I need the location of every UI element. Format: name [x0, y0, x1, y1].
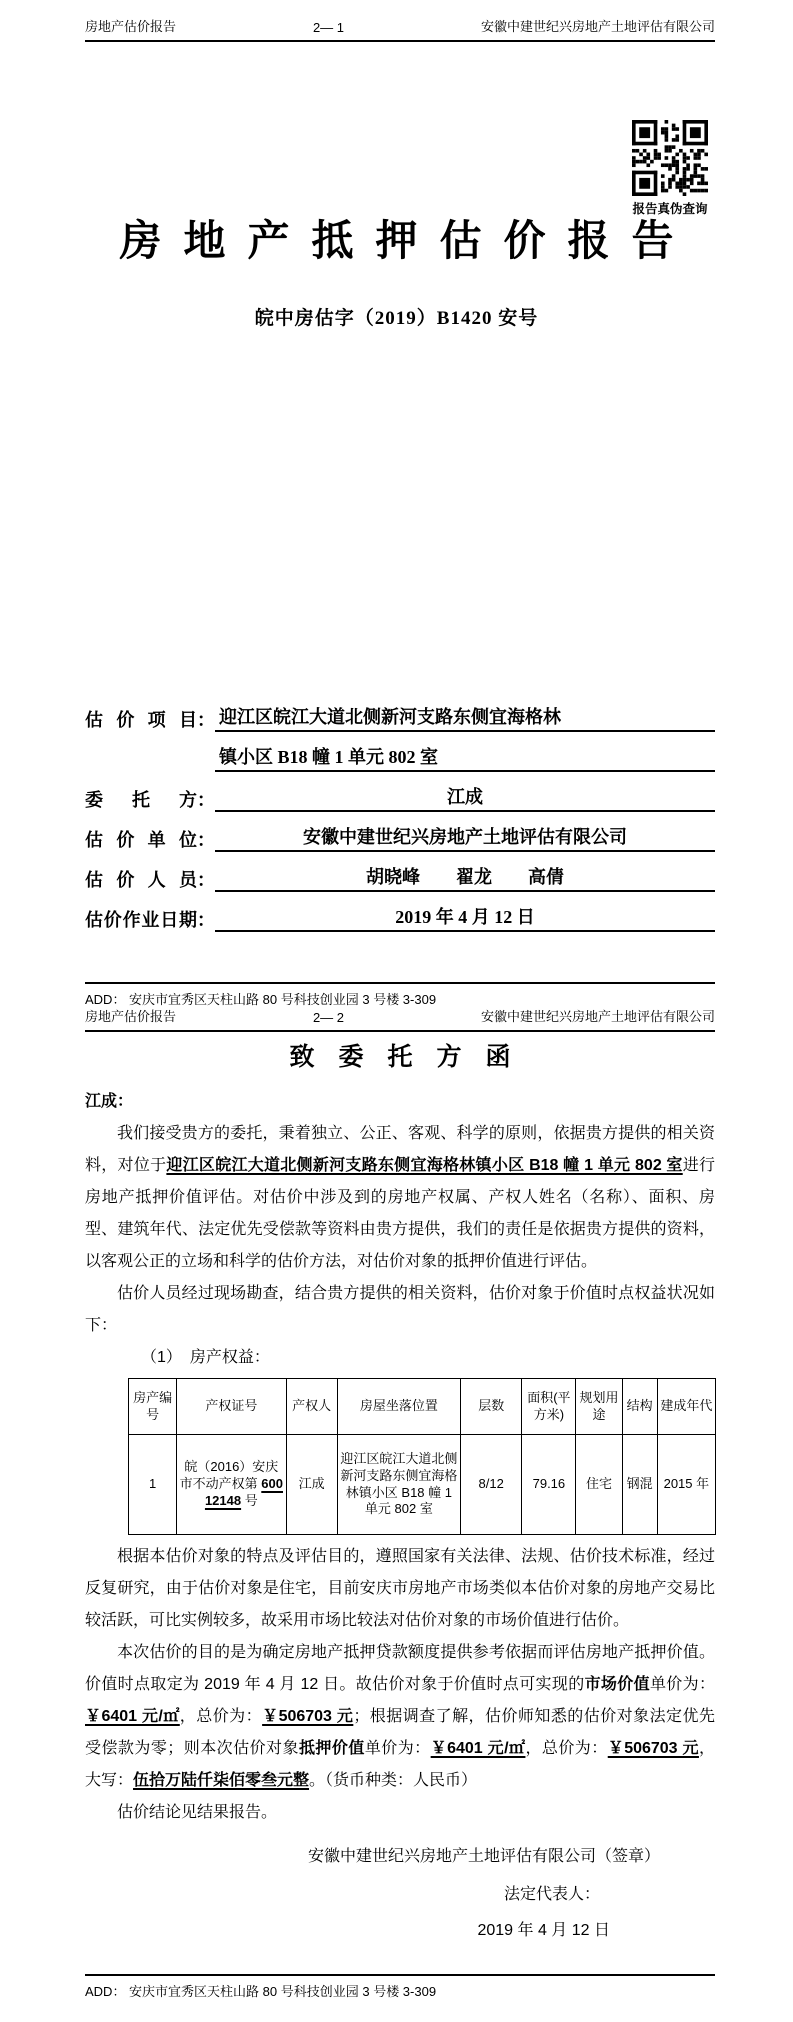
page2-footer [85, 1974, 715, 2000]
field-label-agency: 估价单位 [85, 830, 197, 850]
field-appraisers [85, 852, 715, 892]
th-year-built: 建成年代 [657, 1379, 715, 1435]
paragraph-inspection: 估价人员经过现场勘查，结合贵方提供的相关资料，估价对象于价值时点权益状况如下： [85, 1285, 715, 1334]
cell-property-no: 1 [129, 1435, 177, 1535]
table-header-row [129, 1379, 716, 1435]
page2-page-number: 2— 2 [312, 1010, 345, 1025]
report-title: 房地产抵押估价报告 [119, 219, 696, 265]
qr-caption: 报告真伪查询 [632, 202, 708, 216]
field-label-date: 估价作业日期 [85, 910, 197, 930]
field-value-date: 2019 年 4 月 12 日 [215, 906, 715, 933]
field-value-agency: 安徽中建世纪兴房地产土地评估有限公司 [215, 826, 715, 853]
field-value-project-line2: 镇小区 B18 幢 1 单元 802 室 [215, 746, 715, 773]
paragraph-method: 根据本估价对象的特点及评估目的，遵照国家有关法律、法规、估价技术标准，经过反复研究，由于估价对象是住宅，目前安庆市房地产市场类似本估价对象的房地产交易比较活跃，可比实例较多，故采用市场比较法对估价对象的市场价值进行估价。 [85, 1548, 715, 1629]
label-colon: ： [197, 790, 215, 810]
qr-code-icon [632, 120, 708, 196]
page1-page-number: 2— 1 [312, 20, 345, 35]
th-owner: 产权人 [286, 1379, 337, 1435]
paragraph-valuation: 本次估价的目的是为确定房地产抵押贷款额度提供参考依据而评估房地产抵押价值。价值时点取定为 2019 年 4 月 12 日。故估价对象于价值时点可实现的市场价值单价为：￥6401 元/㎡，总价为：￥506703 元；根据调查了解，估价师知悉的估价对象法定优先受偿款为零；则本次估价对象抵押价值单价为：￥6401 元/㎡，总价为：￥506703 元，大写：伍拾万陆仟柒佰零叁元整。（货币种类：人民币） [85, 1644, 715, 1789]
field-agency [85, 812, 715, 852]
page1-footer [85, 982, 715, 1008]
cell-owner: 江成 [286, 1435, 337, 1535]
th-certificate-no: 产权证号 [177, 1379, 286, 1435]
field-label-client: 委托方 [85, 790, 197, 810]
list-item-property-rights: （1） 房产权益： [141, 1349, 270, 1366]
th-floor: 层数 [461, 1379, 522, 1435]
property-table [128, 1378, 716, 1535]
field-date [85, 892, 715, 932]
field-label-project: 估价项目 [85, 710, 197, 730]
cell-location: 迎江区皖江大道北侧新河支路东侧宜海格林镇小区 B18 幢 1 单元 802 室 [337, 1435, 460, 1535]
label-colon: ： [197, 830, 215, 850]
field-client [85, 772, 715, 812]
header-company-name: 安徽中建世纪兴房地产土地评估有限公司 [480, 1009, 715, 1024]
cell-structure: 钢混 [622, 1435, 657, 1535]
paragraph-engagement: 我们接受贵方的委托，秉着独立、公正、客观、科学的原则，依据贵方提供的相关资料，对位于迎江区皖江大道北侧新河支路东侧宜海格林镇小区 B18 幢 1 单元 802 室进行房地产抵押价值评估。对估价中涉及到的房地产权属、产权人姓名（名称）、面积、房型、建筑年代、法定优先受偿款等资料由贵方提供，我们的责任是依据贵方提供的资料，以客观公正的立场和科学的估价方法，对估价对象的抵押价值进行评估。 [85, 1125, 715, 1270]
th-structure: 结构 [622, 1379, 657, 1435]
cell-year-built: 2015 年 [657, 1435, 715, 1535]
signature-company: 安徽中建世纪兴房地产土地评估有限公司（签章） [307, 1848, 660, 1865]
page2-header [85, 1006, 715, 1032]
letter-body [85, 1040, 715, 1947]
th-property-no: 房产编号 [129, 1379, 177, 1435]
field-value-project-line1: 迎江区皖江大道北侧新河支路东侧宜海格林 [215, 706, 715, 733]
cover-fields [85, 692, 715, 932]
cell-certificate-no: 皖（2016）安庆市不动产权第 60012148 号 [177, 1435, 286, 1535]
salutation: 江成： [85, 1093, 134, 1110]
qr-block [630, 120, 710, 217]
header-report-type: 房地产估价报告 [85, 1009, 177, 1024]
field-value-client: 江成 [215, 786, 715, 813]
report-number: 皖中房估字（2019）B1420 安号 [254, 308, 539, 329]
paragraph-conclusion: 估价结论见结果报告。 [117, 1804, 278, 1821]
legal-representative: 法定代表人： [503, 1886, 600, 1903]
letter-title: 致委托方函 [289, 1044, 535, 1071]
field-project-line2 [85, 732, 715, 772]
th-planned-use: 规划用途 [576, 1379, 622, 1435]
field-value-appraisers: 胡晓峰 翟龙 高倩 [215, 866, 715, 893]
header-report-type: 房地产估价报告 [85, 19, 177, 34]
field-project [85, 692, 715, 732]
field-label-appraisers: 估价人员 [85, 870, 197, 890]
table-row [129, 1435, 716, 1535]
cell-area: 79.16 [522, 1435, 576, 1535]
page1-header [85, 16, 715, 42]
cell-floor: 8/12 [461, 1435, 522, 1535]
th-area: 面积(平方米) [522, 1379, 576, 1435]
label-colon: ： [197, 710, 215, 730]
header-company-name: 安徽中建世纪兴房地产土地评估有限公司 [480, 19, 715, 34]
cell-planned-use: 住宅 [576, 1435, 622, 1535]
signature-date: 2019 年 4 月 12 日 [477, 1922, 610, 1939]
th-location: 房屋坐落位置 [337, 1379, 460, 1435]
label-colon: ： [197, 870, 215, 890]
footer-address: ADD： 安庆市宜秀区天柱山路 80 号科技创业园 3 号楼 3-309 [85, 1984, 437, 1999]
label-colon: ： [197, 910, 215, 930]
footer-address: ADD： 安庆市宜秀区天柱山路 80 号科技创业园 3 号楼 3-309 [85, 992, 437, 1007]
